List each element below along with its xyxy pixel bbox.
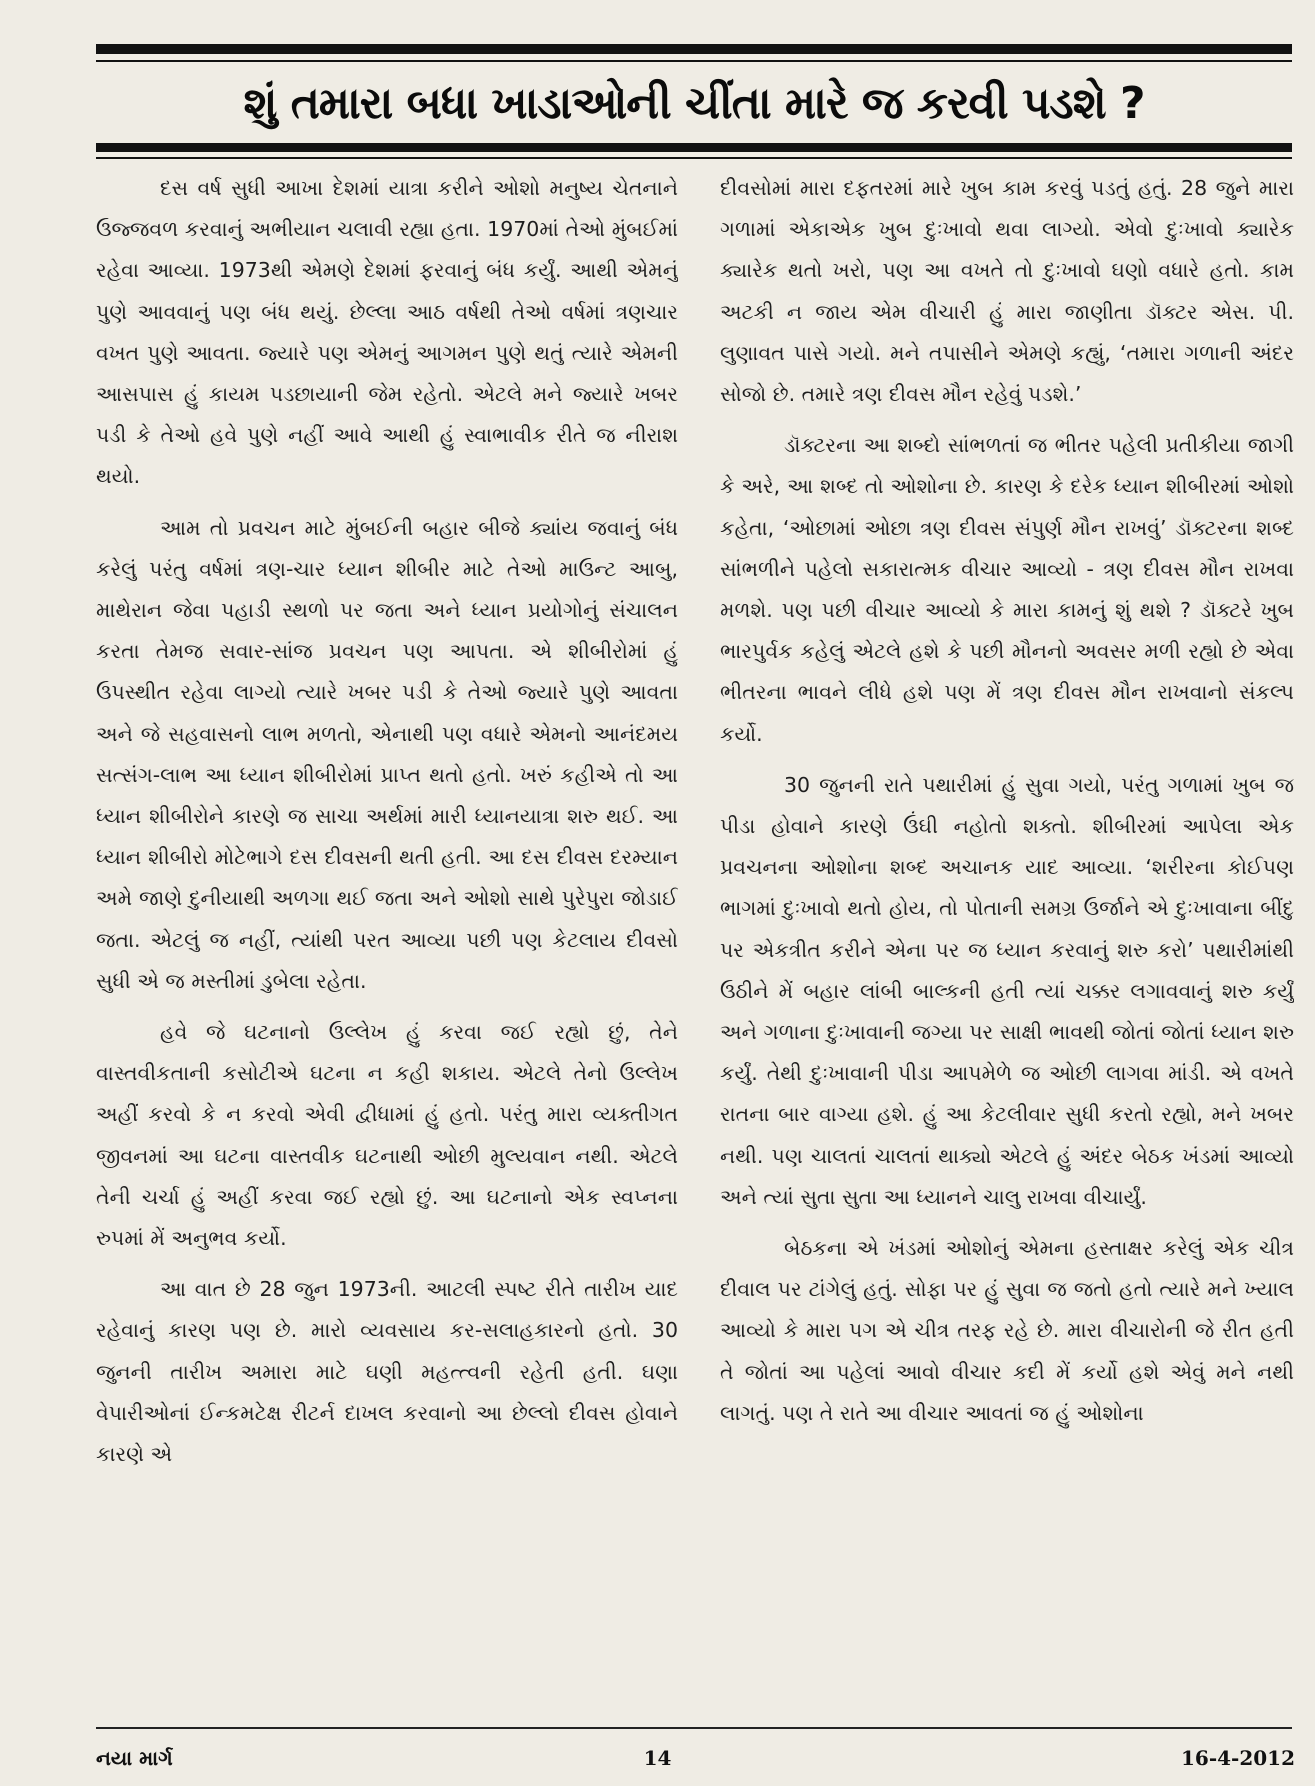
article-paragraph: ડૉક્ટરના આ શબ્દો સાંભળતાં જ ભીતર પહેલી પ્રતીકીયા જાગી કે અરે, આ શબ્દ તો ઓશોના છે. કારણ કે દરેક ધ્યાન શીબીરમાં ઓશો કહેતા, ‘ઓછામાં ઓછા ત્રણ દીવસ સંપુર્ણ મૌન રાખવું’ ડૉક્ટરના શબ્દ સાંભળીને પહેલો સકારાત્મક વીચાર આવ્યો - ત્રણ દીવસ મૌન રાખવા મળશે. પણ પછી વીચાર આવ્યો કે મારા કામનું શું થશે ? ડૉક્ટરે ખુબ ભારપુર્વક કહેલું એટલે હશે કે પછી મૌનનો અવસર મળી રહ્યો છે એવા ભીતરના ભાવને લીધે હશે પણ મેં ત્રણ દીવસ મૌન રાખવાનો સંકલ્પ કર્યો. — [720, 433, 1294, 746]
article-column-right — [720, 168, 1294, 1694]
article-paragraph: દસ વર્ષ સુધી આખા દેશમાં યાત્રા કરીને ઓશો મનુષ્ય ચેતનાને ઉજ્જવળ કરવાનું અભીયાન ચલાવી રહ્યા હતા. 1970માં તેઓ મુંબઈમાં રહેવા આવ્યા. 1973થી એમણે દેશમાં ફરવાનું બંધ કર્યું. આથી એમનું પુણે આવવાનું પણ બંધ થયું. છેલ્લા આઠ વર્ષથી તેઓ વર્ષમાં ત્રણચાર વખત પુણે આવતા. જ્યારે પણ એમનું આગમન પુણે થતું ત્યારે એમની આસપાસ હું કાયમ પડછાયાની જેમ રહેતો. એટલે મને જ્યારે ખબર પડી કે તેઓ હવે પુણે નહીં આવે આથી હું સ્વાભાવીક રીતે જ નીરાશ થયો. — [96, 176, 678, 489]
article-title: શું તમારા બધા ખાડાઓની ચીંતા મારે જ કરવી પડશે ? — [243, 78, 1145, 129]
article-paragraph: બેઠકના એ ખંડમાં ઓશોનું એમના હસ્તાક્ષર કરેલું એક ચીત્ર દીવાલ પર ટાંગેલું હતું. સોફા પર હું સુવા જ જતો હતો ત્યારે મને ખ્યાલ આવ્યો કે મારા પગ એ ચીત્ર તરફ રહે છે. મારા વીચારોની જે રીત હતી તે જોતાં આ પહેલાં આવો વીચાર કદી મેં કર્યો હશે એવું મને નથી લાગતું. પણ તે રાતે આ વીચાર આવતાં જ હું ઓશોના — [720, 1236, 1294, 1425]
article-column-left — [96, 168, 678, 1694]
header-rule-thick — [96, 44, 1292, 54]
header-rule-thin — [96, 60, 1292, 62]
article-paragraph: દીવસોમાં મારા દફતરમાં મારે ખુબ કામ કરવું પડતું હતું. 28 જુને મારા ગળામાં એકાએક ખુબ દુઃખાવો થવા લાગ્યો. એવો દુઃખાવો ક્યારેક ક્યારેક થતો ખરો, પણ આ વખતે તો દુઃખાવો ઘણો વધારે હતો. કામ અટકી ન જાય એમ વીચારી હું મારા જાણીતા ડૉક્ટર એસ. પી. લુણાવત પાસે ગયો. મને તપાસીને એમણે કહ્યું, ‘તમારા ગળાની અંદર સોજો છે. તમારે ત્રણ દીવસ મૌન રહેવું પડશે.’ — [720, 176, 1294, 407]
title-rule-thin — [96, 157, 1292, 159]
article-paragraph: 30 જુનની રાતે પથારીમાં હું સુવા ગયો, પરંતુ ગળામાં ખુબ જ પીડા હોવાને કારણે ઉંઘી નહોતો શક્તો. શીબીરમાં આપેલા એક પ્રવચનના ઓશોના શબ્દ અચાનક યાદ આવ્યા. ‘શરીરના કોઈપણ ભાગમાં દુઃખાવો થતો હોય, તો પોતાની સમગ્ર ઉર્જાને એ દુઃખાવાના બીંદુ પર એકત્રીત કરીને એના પર જ ધ્યાન કરવાનું શરુ કરો’ પથારીમાંથી ઉઠીને મેં બહાર લાંબી બાલ્કની હતી ત્યાં ચક્કર લગાવવાનું શરુ કર્યું અને ગળાના દુઃખાવાની જગ્યા પર સાક્ષી ભાવથી જોતાં જોતાં ધ્યાન શરુ કર્યું. તેથી દુઃખાવાની પીડા આપમેળે જ ઓછી લાગવા માંડી. એ વખતે રાતના બાર વાગ્યા હશે. હું આ કેટલીવાર સુધી કરતો રહ્યો, મને ખબર નથી. પણ ચાલતાં ચાલતાં થાક્યો એટલે હું અંદર બેઠક ખંડમાં આવ્યો અને ત્યાં સુતા સુતા આ ધ્યાનને ચાલુ રાખવા વીચાર્યું. — [720, 772, 1294, 1209]
article-paragraph: આમ તો પ્રવચન માટે મુંબઈની બહાર બીજે ક્યાંય જવાનું બંધ કરેલું પરંતુ વર્ષમાં ત્રણ-ચાર ધ્યાન શીબીર માટે તેઓ માઉન્ટ આબુ, માથેરાન જેવા પહાડી સ્થળો પર જતા અને ધ્યાન પ્રયોગોનું સંચાલન કરતા તેમજ સવાર-સાંજ પ્રવચન પણ આપતા. એ શીબીરોમાં હું ઉપસ્થીત રહેવા લાગ્યો ત્યારે ખબર પડી કે તેઓ જ્યારે પુણે આવતા અને જે સહવાસનો લાભ મળતો, એનાથી પણ વધારે એમનો આનંદમય સત્સંગ-લાભ આ ધ્યાન શીબીરોમાં પ્રાપ્ત થતો હતો. ખરું કહીએ તો આ ધ્યાન શીબીરોને કારણે જ સાચા અર્થમાં મારી ધ્યાનયાત્રા શરુ થઈ. આ ધ્યાન શીબીરો મોટેભાગે દસ દીવસની થતી હતી. આ દસ દીવસ દરમ્યાન અમે જાણે દુનીયાથી અળગા થઈ જતા અને ઓશો સાથે પુરેપુરા જોડાઈ જતા. એટલું જ નહીં, ત્યાંથી પરત આવ્યા પછી પણ કેટલાય દીવસો સુધી એ જ મસ્તીમાં ડુબેલા રહેતા. — [96, 515, 678, 993]
page-number: 14 — [643, 1746, 672, 1770]
issue-date: 16-4-2012 — [1180, 1746, 1295, 1770]
footer-rule — [96, 1727, 1292, 1729]
title-rule-thick — [96, 143, 1292, 152]
article-paragraph: હવે જે ઘટનાનો ઉલ્લેખ હું કરવા જઈ રહ્યો છું, તેને વાસ્તવીકતાની કસોટીએ ઘટના ન કહી શકાય. એટલે તેનો ઉલ્લેખ અહીં કરવો કે ન કરવો એવી દ્વીધામાં હું હતો. પરંતુ મારા વ્યક્તીગત જીવનમાં આ ઘટના વાસ્તવીક ઘટનાથી ઓછી મુલ્યવાન નથી. એટલે તેની ચર્ચા હું અહીં કરવા જઈ રહ્યો છું. આ ઘટનાનો એક સ્વપ્નના રુપમાં મેં અનુભવ કર્યો. — [96, 1020, 678, 1251]
article-paragraph: આ વાત છે 28 જુન 1973ની. આટલી સ્પષ્ટ રીતે તારીખ યાદ રહેવાનું કારણ પણ છે. મારો વ્યવસાય કર-સલાહકારનો હતો. 30 જુનની તારીખ અમારા માટે ઘણી મહત્ત્વની રહેતી હતી. ઘણા વેપારીઓનાં ઈન્કમટેક્ષ રીટર્ન દાખલ કરવાનો આ છેલ્લો દીવસ હોવાને કારણે એ — [96, 1277, 678, 1467]
publication-name: નયા માર્ગ — [96, 1746, 173, 1770]
